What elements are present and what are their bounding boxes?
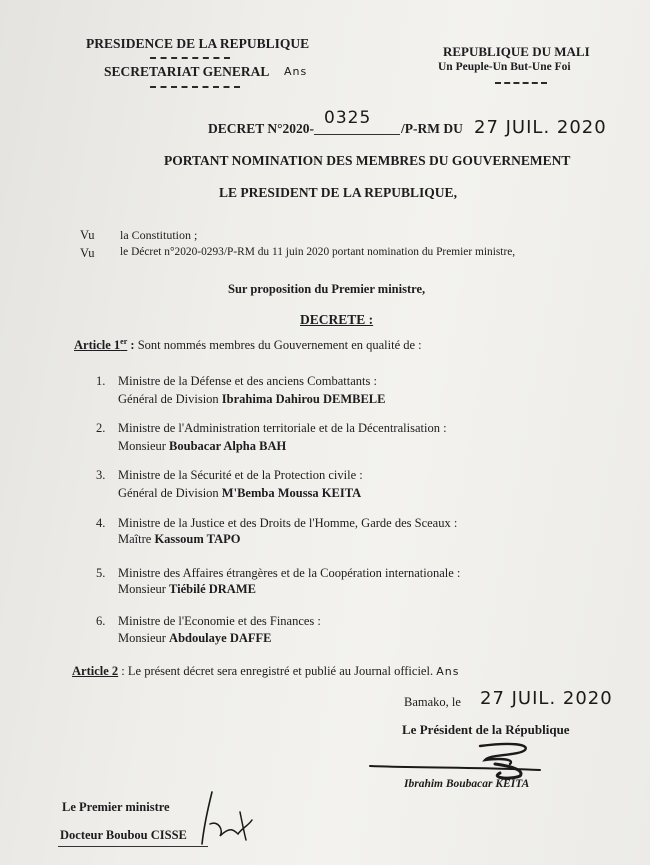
article-1-label: Article 1er [74, 337, 128, 353]
minister-title: Ministre de la Justice et des Droits de l'Homme, Garde des Sceaux : [118, 516, 458, 530]
article-1: Article 1er : Sont nommés membres du Gouvernement en qualité de : [74, 337, 422, 353]
republic-motto: Un Peuple-Un But-Une Foi [438, 61, 571, 73]
republic-heading: REPUBLIQUE DU MALI [443, 44, 590, 59]
minister-title: Ministre de l'Administration territoriale et de la Décentralisation : [118, 421, 447, 435]
minister-person: Maître Kassoum TAPO [118, 532, 241, 546]
article-2-label: Article 2 [72, 664, 119, 678]
place-date: 27 JUIL. 2020 [480, 688, 613, 709]
prime-minister-signature-icon [190, 790, 270, 850]
decree-number-underline [314, 134, 400, 135]
decree-number: 0325 [324, 108, 372, 128]
prime-minister-name: Docteur Boubou CISSE [60, 828, 187, 842]
minister-person: Monsieur Abdoulaye DAFFE [118, 631, 272, 645]
minister-title: Ministre de la Sécurité et de la Protection civile : [118, 468, 363, 482]
proposal-line: Sur proposition du Premier ministre, [228, 282, 426, 296]
presidency-heading: PRESIDENCE DE LA REPUBLIQUE [86, 36, 310, 51]
header-left-rule-2 [150, 86, 240, 88]
secretariat-initials: Ans [284, 65, 308, 78]
minister-number: 5. [96, 566, 106, 580]
header-left-rule-1 [150, 57, 230, 59]
secretariat-heading: SECRETARIAT GENERAL [104, 64, 270, 79]
visa-text: la Constitution ; [120, 228, 198, 242]
minister-title: Ministre des Affaires étrangères et de la Coopération internationale : [118, 566, 461, 580]
minister-title: Ministre de l'Economie et des Finances : [118, 614, 321, 628]
minister-person: Général de Division Ibrahima Dahirou DEMBELE [118, 392, 386, 406]
decree-subject: PORTANT NOMINATION DES MEMBRES DU GOUVERNEMENT [164, 153, 571, 168]
visa-label: Vu [80, 246, 95, 260]
header-right-rule [495, 82, 547, 84]
minister-number: 1. [96, 374, 106, 388]
decree-prefix: DECRET N°2020- [208, 121, 315, 136]
visa-text: le Décret n°2020-0293/P-RM du 11 juin 2020 portant nomination du Premier ministre, [120, 246, 516, 258]
decree-date: 27 JUIL. 2020 [474, 117, 607, 138]
prime-minister-rule [58, 846, 208, 847]
place-prefix: Bamako, le [404, 695, 461, 709]
article-1-text: Sont nommés membres du Gouvernement en qualité de : [137, 338, 422, 353]
prime-minister-title: Le Premier ministre [62, 800, 170, 814]
president-title: Le Président de la République [402, 722, 570, 737]
minister-number: 3. [96, 468, 106, 482]
minister-person: Monsieur Boubacar Alpha BAH [118, 439, 287, 453]
minister-number: 2. [96, 421, 106, 435]
minister-number: 6. [96, 614, 106, 628]
article-2-initials: Ans [436, 665, 460, 678]
minister-person: Monsieur Tiébilé DRAME [118, 582, 256, 596]
president-name: Ibrahim Boubacar KEITA [404, 778, 530, 790]
minister-number: 4. [96, 516, 106, 530]
visa-label: Vu [80, 228, 95, 242]
decree-suffix: /P-RM DU [401, 121, 463, 136]
decree-authority: LE PRESIDENT DE LA REPUBLIQUE, [219, 185, 457, 200]
decrete-heading: DECRETE : [300, 312, 374, 327]
minister-person: Général de Division M'Bemba Moussa KEITA [118, 486, 362, 500]
article-2-text: : Le présent décret sera enregistré et publié au Journal officiel. [121, 664, 434, 678]
article-2 [72, 664, 459, 679]
minister-title: Ministre de la Défense et des anciens Combattants : [118, 374, 377, 388]
